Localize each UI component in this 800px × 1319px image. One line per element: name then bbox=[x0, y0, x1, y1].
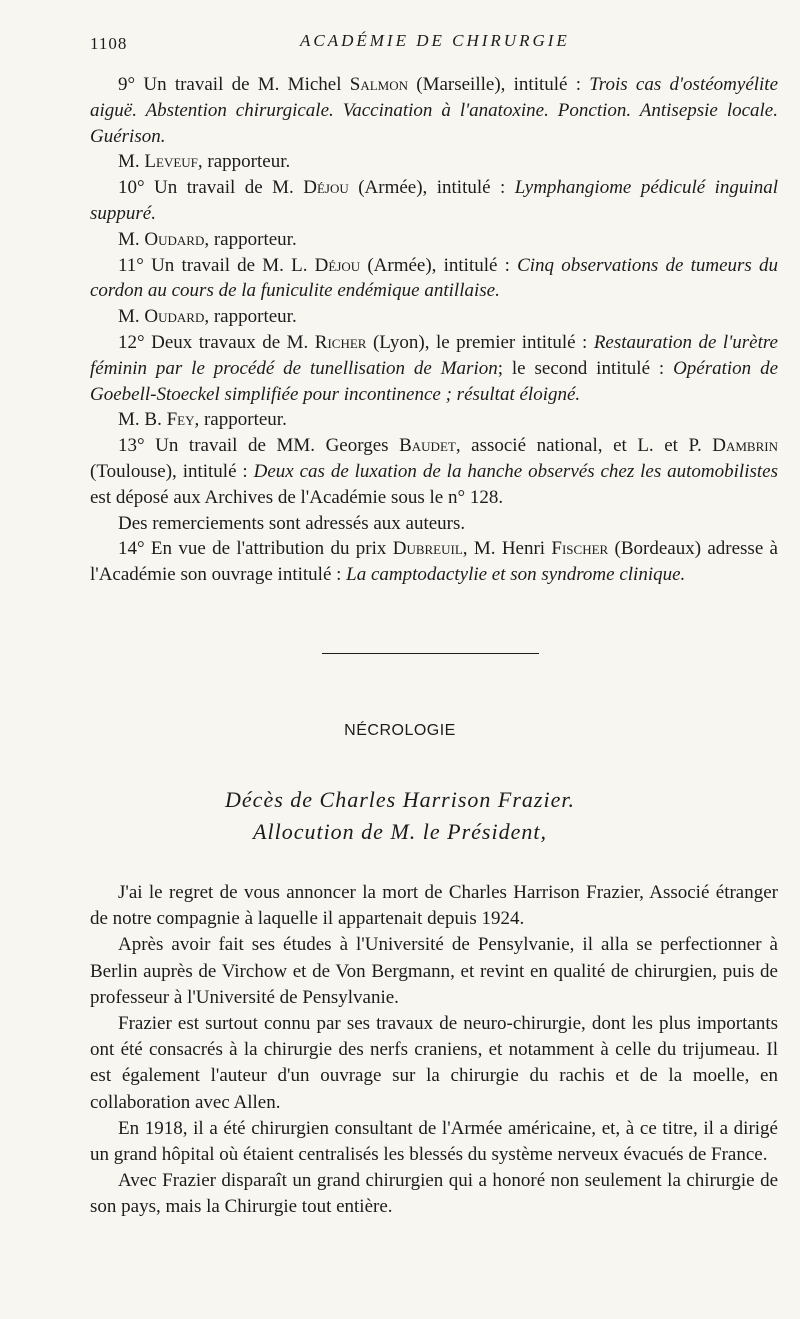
item-text: (Armée), intitulé : bbox=[360, 254, 518, 276]
running-head: ACADÉMIE DE CHIRURGIE bbox=[300, 31, 570, 50]
rapporteur-name: Fey bbox=[166, 409, 195, 431]
rapporteur-name: Leveuf bbox=[144, 151, 198, 173]
item-text: (Toulouse), intitulé : bbox=[90, 460, 254, 482]
work-title: Lymphangiome pédiculé inguinal suppuré. bbox=[90, 177, 778, 224]
rapporteur-9 bbox=[90, 149, 778, 175]
item-text: (Lyon), le premier intitulé : bbox=[366, 331, 594, 353]
item-text: 13° Un travail de MM. Georges bbox=[118, 435, 400, 457]
item-text: 12° Deux travaux de M. bbox=[118, 331, 315, 353]
section-heading: NÉCROLOGIE bbox=[344, 722, 456, 739]
work-title: La camptodactylie et son syndrome clinique. bbox=[346, 564, 686, 586]
author-name: Baudet bbox=[399, 435, 456, 457]
rapporteur-prefix: M. bbox=[118, 228, 145, 250]
item-text: est déposé aux Archives de l'Académie sous le n° 128. bbox=[90, 486, 504, 508]
rapporteur-12 bbox=[90, 407, 778, 433]
rapporteur-suffix: , rapporteur. bbox=[204, 306, 297, 328]
eulogy-paragraph: Frazier est surtout connu par ses travaux de neuro-chirurgie, dont les plus importants ont été consacrés à la chirurgie des nerfs craniens, et notamment à celle du trijumeau. Il est également l'auteur d'un ouvrage sur la chirurgie du rachis et de la moelle, en collaboration avec Allen. bbox=[90, 1013, 778, 1113]
rapporteur-suffix: , rapporteur. bbox=[204, 228, 297, 250]
item-text: , M. Henri bbox=[462, 538, 552, 560]
rapporteur-name: Oudard bbox=[144, 228, 205, 250]
author-name: Fischer bbox=[551, 538, 609, 560]
item-11 bbox=[90, 253, 778, 305]
page-number: 1108 bbox=[90, 34, 128, 53]
author-name: Salmon bbox=[349, 74, 408, 95]
item-text: , associé national, et L. et P. bbox=[455, 435, 713, 457]
thanks-line: Des remerciements sont adressés aux auteurs. bbox=[118, 512, 466, 534]
eulogy-text bbox=[90, 880, 778, 1221]
work-title: Opération de Goebell-Stoeckel simplifiée pour incontinence ; résultat éloigné. bbox=[90, 357, 779, 405]
prize-name: Dubreuil bbox=[392, 538, 463, 560]
eulogy-paragraph: J'ai le regret de vous annoncer la mort de Charles Harrison Frazier, Associé étranger de notre compagnie à laquelle il appartenait depuis 1924. bbox=[90, 882, 778, 930]
item-13 bbox=[90, 433, 778, 510]
eulogy-paragraph: Avec Frazier disparaît un grand chirurgien qui a honoré non seulement la chirurgie de son pays, mais la Chirurgie tout entière. bbox=[90, 1170, 778, 1218]
eulogy-paragraph: Après avoir fait ses études à l'Université de Pensylvanie, il alla se perfectionner à Berlin auprès de Virchow et de Von Bergmann, et revint en qualité de chirurgien, puis de professeur à l'Université de Pensylvanie. bbox=[90, 934, 778, 1008]
rapporteur-suffix: , rapporteur. bbox=[197, 151, 291, 173]
rapporteur-suffix: , rapporteur. bbox=[194, 409, 287, 431]
item-text: 11° Un travail de M. L. bbox=[118, 254, 315, 276]
item-text: (Marseille), intitulé : bbox=[408, 74, 590, 95]
obituary-title: Décès de Charles Harrison Frazier. bbox=[225, 787, 575, 812]
rapporteur-prefix: M. bbox=[118, 306, 145, 328]
item-14 bbox=[90, 536, 778, 588]
item-9 bbox=[90, 72, 778, 149]
item-text: 14° En vue de l'attribution du prix bbox=[118, 538, 393, 560]
author-name: Déjou bbox=[303, 177, 349, 199]
section-divider bbox=[322, 653, 539, 654]
rapporteur-name: Oudard bbox=[144, 306, 205, 328]
submissions-list bbox=[90, 72, 778, 588]
work-title: Trois cas d'ostéomyélite aiguë. Abstention chirurgicale. Vaccination à l'anatoxine. Ponction. Antisepsie locale. Guérison. bbox=[90, 74, 779, 147]
author-name: Dambrin bbox=[712, 435, 778, 457]
rapporteur-prefix: M. bbox=[118, 151, 145, 173]
eulogy-paragraph: En 1918, il a été chirurgien consultant de l'Armée américaine, et, à ce titre, il a dirigé un grand hôpital où étaient centralisés les blessés du système nerveux évacués de France. bbox=[90, 1117, 778, 1166]
work-title: Deux cas de luxation de la hanche observés chez les automobilistes bbox=[253, 460, 778, 482]
rapporteur-prefix: M. B. bbox=[118, 409, 167, 431]
item-text: 9° Un travail de M. Michel bbox=[118, 74, 350, 95]
obituary-subtitle: Allocution de M. le Président, bbox=[253, 819, 547, 844]
item-text: (Armée), intitulé : bbox=[348, 177, 515, 199]
item-text: 10° Un travail de M. bbox=[118, 177, 304, 199]
work-title: Restauration de l'urètre féminin par le procédé de tunellisation de Marion bbox=[90, 331, 778, 379]
rapporteur-11 bbox=[90, 304, 778, 330]
work-title: Cinq observations de tumeurs du cordon au cours de la funiculite endémique antillaise. bbox=[90, 254, 778, 302]
item-10 bbox=[90, 175, 778, 227]
author-name: Richer bbox=[314, 331, 367, 353]
item-text: ; le second intitulé : bbox=[497, 357, 674, 379]
item-text: (Bordeaux) adresse à l'Académie son ouvrage intitulé : bbox=[90, 538, 778, 586]
author-name: Déjou bbox=[314, 254, 361, 276]
rapporteur-10 bbox=[90, 227, 778, 253]
item-12 bbox=[90, 330, 778, 407]
